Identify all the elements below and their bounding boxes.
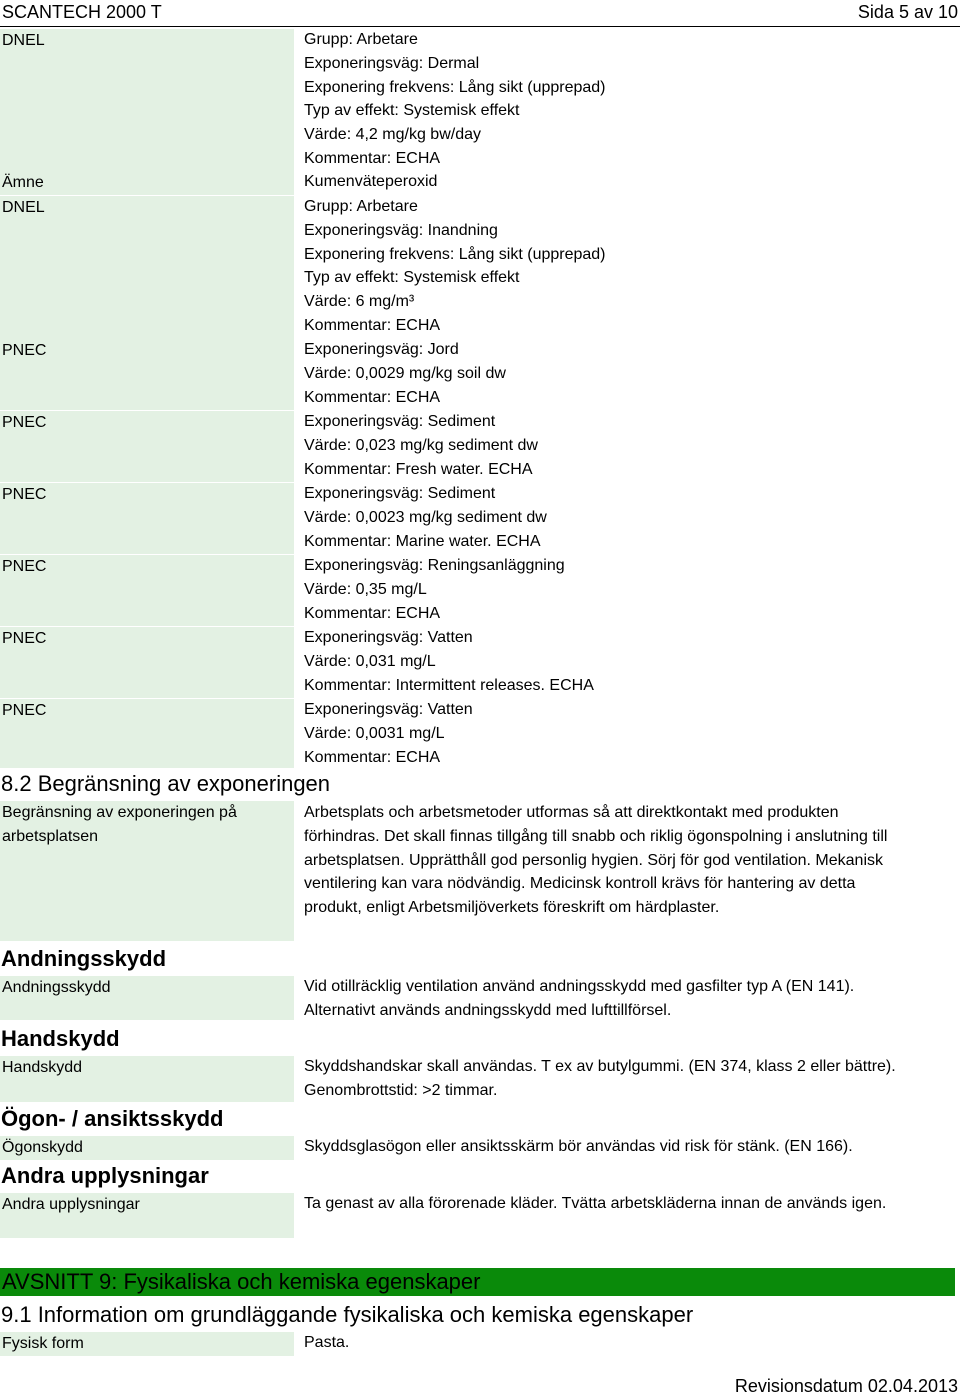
value-line: Värde: 0,35 mg/L [304,580,427,598]
value-line: Grupp: Arbetare [304,31,418,48]
value-line: Värde: 0,0031 mg/L [304,724,445,742]
row-label: PNEC [0,411,294,482]
value-line: Värde: 0,0029 mg/kg soil dw [304,364,506,382]
section-9-1-heading: 9.1 Information om grundläggande fysikaliska och kemiska egenskaper [1,1302,694,1327]
value-line: Exponeringsväg: Vatten [304,701,473,718]
value-line: Exponeringsväg: Dermal [304,54,480,72]
value-line: Värde: 0,023 mg/kg sediment dw [304,436,538,454]
other-text: Ta genast av alla förorenade kläder. Tvätta arbetskläderna innan de används igen. [304,1195,887,1212]
row-value [304,28,954,171]
row-label: PNEC [0,699,294,768]
row-value [304,554,954,625]
value-line: Kommentar: ECHA [304,149,441,167]
other-heading: Andra upplysningar [1,1163,209,1188]
value-line: Kommentar: ECHA [304,388,441,406]
exposure-limit-label: Begränsning av exponeringen på arbetsplatsen [0,801,294,941]
value-line: Kommentar: Fresh water. ECHA [304,460,533,478]
row-label: Ämne [0,171,294,195]
exposure-limit-text: Arbetsplats och arbetsmetoder utformas så att direktkontakt med produkten förhindras. Det skall finnas tillgång till snabb och riklig ögonspolning i anslutning till arbetsplatsen. Upprätthåll god personlig hygien. Sörj för god ventilation. Mekanisk ventilering kan vara nödvändig. Medicinsk kontroll krävs för hantering av detta produkt, enligt Arbetsmiljöverkets föreskrift om härdplaster. [304,804,888,917]
respiratory-heading: Andningsskydd [1,946,167,971]
value-line: Kommentar: ECHA [304,748,441,766]
value-line: Exponeringsväg: Inandning [304,221,498,239]
revision-date: Revisionsdatum 02.04.2013 [734,1376,958,1396]
page-number: Sida 5 av 10 [857,2,958,22]
value-line: Kumenväteperoxid [304,173,438,190]
row-value [304,410,954,481]
row-value [304,195,954,338]
page-header [0,0,960,27]
row-value [304,338,954,409]
row-value [304,482,954,553]
physical-form-value: Pasta. [304,1334,350,1351]
row-value [304,698,954,769]
hand-heading: Handskydd [1,1026,120,1051]
value-line: Kommentar: ECHA [304,316,441,334]
row-label: PNEC [0,339,294,410]
row-label: PNEC [0,555,294,626]
value-line: Exponering frekvens: Lång sikt (upprepad) [304,78,606,96]
physical-form-label: Fysisk form [0,1332,294,1356]
value-line: Exponeringsväg: Sediment [304,485,496,502]
eye-text: Skyddsglasögon eller ansiktsskärm bör användas vid risk för stänk. (EN 166). [304,1138,853,1155]
section-9-banner: AVSNITT 9: Fysikaliska och kemiska egenskaper [0,1268,955,1296]
value-line: Kommentar: ECHA [304,604,441,622]
value-line: Grupp: Arbetare [304,198,418,215]
row-label: DNEL [0,29,294,172]
value-line: Värde: 6 mg/m³ [304,293,415,311]
row-label: PNEC [0,483,294,554]
other-label: Andra upplysningar [0,1193,294,1238]
value-line: Typ av effekt: Systemisk effekt [304,269,520,287]
value-line: Typ av effekt: Systemisk effekt [304,102,520,120]
section-heading-8-2: 8.2 Begränsning av exponeringen [1,771,331,796]
eye-heading: Ögon- / ansiktsskydd [1,1106,224,1131]
value-line: Exponering frekvens: Lång sikt (upprepad) [304,245,606,263]
row-label: DNEL [0,196,294,339]
value-line: Kommentar: Intermittent releases. ECHA [304,676,594,694]
row-label: PNEC [0,627,294,698]
value-line: Exponeringsväg: Vatten [304,629,473,646]
respiratory-text: Vid otillräcklig ventilation använd andningsskydd med gasfilter typ A (EN 141). Alternativt används andningsskydd med lufttillförsel. [304,978,855,1019]
value-line: Exponeringsväg: Jord [304,341,459,358]
hand-label: Handskydd [0,1056,294,1102]
value-line: Exponeringsväg: Reningsanläggning [304,557,565,574]
value-line: Värde: 0,0023 mg/kg sediment dw [304,508,547,526]
document-title: SCANTECH 2000 T [2,2,162,22]
value-line: Värde: 4,2 mg/kg bw/day [304,126,481,144]
hand-text: Skyddshandskar skall användas. T ex av butylgummi. (EN 374, klass 2 eller bättre). Genombrottstid: >2 timmar. [304,1058,896,1099]
row-value [304,626,954,697]
eye-label: Ögonskydd [0,1136,294,1160]
row-value [304,170,954,194]
respiratory-label: Andningsskydd [0,976,294,1020]
value-line: Kommentar: Marine water. ECHA [304,532,541,550]
value-line: Värde: 0,031 mg/L [304,652,436,670]
value-line: Exponeringsväg: Sediment [304,413,496,430]
